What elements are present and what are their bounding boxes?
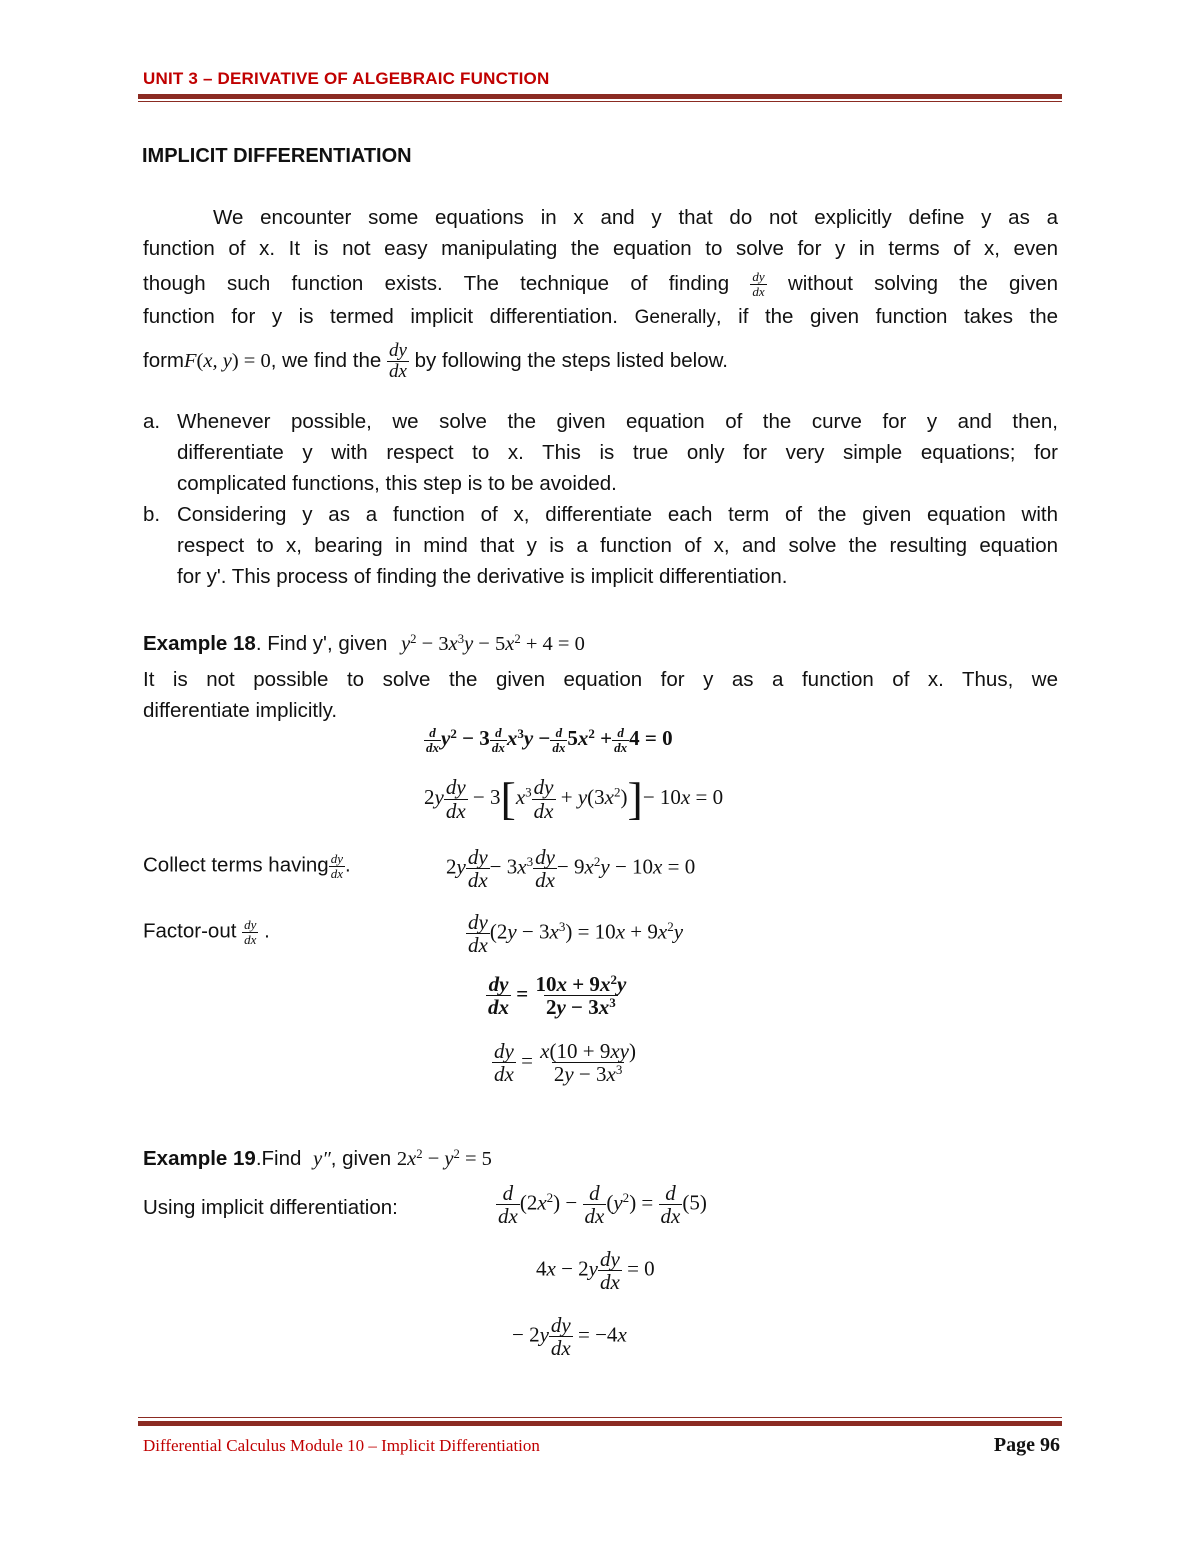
example-18-line-1: It is not possible to solve the given equation for y as a function of x. Thus, we — [143, 668, 1058, 691]
factor-out-label: Factor-out $\frac{dy}{dx}$ . — [143, 917, 270, 947]
step-b-line-2: respect to x, bearing in mind that y is a function of x, and solve the resulting equation — [177, 534, 1058, 557]
y-double-prime: y″ — [313, 1148, 331, 1170]
example-18-label: Example 18 — [143, 632, 256, 655]
ex18-eq-1: $\frac{d}{dx}$ $y^2 - 3$ $\frac{d}{dx}$ $x^3y$ − $\frac{d}{dx}$ $5x^2$ + $\frac{d}{dx}$ 4 = 0 — [426, 725, 673, 755]
ex19-eq-2: 4x − 2y $\frac{dy}{dx}$ = 0 — [536, 1247, 655, 1295]
intro-line-4b: Generally — [634, 307, 716, 328]
dydx-fraction: $\frac{dy}{dx}$ — [752, 269, 765, 300]
header-title: UNIT 3 – DERIVATIVE OF ALGEBRAIC FUNCTION — [143, 69, 550, 88]
collect-terms-label: Collect terms having $\frac{dy}{dx}$ . — [143, 851, 351, 881]
example-19-heading — [143, 1143, 492, 1175]
dydx-fraction-3: $\frac{dy}{dx}$ — [330, 851, 343, 881]
ex18-eq-2: 2y $\frac{dy}{dx}$ − $3[x^3$ $\frac{dy}{dx}$ + $y(3x^2)]- 10x = 0$ — [424, 773, 724, 824]
ex19-eq-3: − 2y $\frac{dy}{dx}$ = −4x — [512, 1313, 627, 1361]
intro-line-5 — [143, 341, 1058, 382]
example-19-given: , given — [330, 1147, 392, 1170]
intro-line-4a: function for y is termed implicit differentiation. — [143, 305, 618, 328]
ex18-eq-6: $\frac{dy}{dx}$ = $\frac{x(10 + 9xy)}{2y - 3x^3}$ — [494, 1039, 636, 1087]
ex19-eq-1: $\frac{d}{dx}$ $(2x^2)$ − $\frac{d}{dx}$ $(y^2)$ = $\frac{d}{dx}$ (5) — [498, 1181, 707, 1229]
step-b-marker: b. — [143, 503, 161, 526]
intro-line-3b: without solving the given — [787, 272, 1058, 295]
example-18-equation: $y^2 - 3x^3y - 5x^2 + 4 = 0$ — [401, 632, 585, 655]
step-a-line-1: Whenever possible, we solve the given equation of the curve for y and then, — [177, 410, 1058, 433]
example-18-line-2: differentiate implicitly. — [143, 699, 338, 722]
collect-terms-text: Collect terms having — [143, 853, 329, 877]
example-18-heading — [143, 628, 585, 660]
intro-line-5b: , we find the — [270, 348, 382, 372]
intro-line-5a: form — [143, 348, 184, 372]
dydx-fraction-2: $\frac{dy}{dx}$ — [388, 340, 407, 382]
example-19-text: .Find — [255, 1147, 302, 1170]
ex18-eq-4: $\frac{dy}{dx}$ $(2y - 3x^3) = 10x + 9x^2y$ — [468, 910, 684, 958]
step-b — [143, 499, 1058, 592]
intro-line-2: function of x. It is not easy manipulating the equation to solve for y in terms of x, even — [143, 237, 1058, 260]
step-b-line-3: for y'. This process of finding the derivative is implicit differentiation. — [177, 565, 788, 588]
footer-page-number: Page 96 — [993, 1434, 1060, 1456]
step-a-line-2: differentiate y with respect to x. This is true only for very simple equations; for — [177, 441, 1058, 464]
ex18-eq-5: $\frac{dy}{dx}$ = $\frac{10x + 9x^2y}{2y - 3x^3}$ — [488, 971, 627, 1020]
footer-rule — [138, 1421, 1062, 1426]
example-18-body — [143, 664, 1058, 726]
step-a-line-3: complicated functions, this step is to be avoided. — [177, 472, 617, 495]
intro-line-1: We encounter some equations in x and y that do not explicitly define y as a — [213, 206, 1058, 229]
footer-module-title: Differential Calculus Module 10 – Implicit Differentiation — [143, 1436, 540, 1455]
header-rule — [138, 94, 1062, 99]
intro-line-4 — [143, 301, 1058, 333]
dydx-fraction-4: $\frac{dy}{dx}$ — [244, 917, 257, 947]
intro-paragraph — [143, 202, 1058, 382]
using-implicit-label: Using implicit differentiation: — [143, 1196, 398, 1219]
intro-line-3a: though such function exists. The technique of finding — [143, 272, 730, 295]
steps-list — [143, 406, 1058, 592]
section-title: IMPLICIT DIFFERENTIATION — [142, 145, 412, 167]
factor-out-text: Factor-out — [143, 919, 237, 943]
intro-line-4c: , if the given function takes the — [715, 305, 1058, 328]
example-18-text: . Find y', given — [255, 632, 388, 655]
form-equation: F(x, y) = 0 — [184, 349, 271, 372]
step-a — [143, 406, 1058, 499]
intro-line-5c: by following the steps listed below. — [414, 348, 728, 372]
step-a-marker: a. — [143, 410, 161, 433]
step-b-line-1: Considering y as a function of x, differentiate each term of the given equation with — [177, 503, 1058, 526]
example-19-label: Example 19 — [143, 1147, 256, 1170]
header-rule-thin — [138, 101, 1062, 102]
intro-line-3 — [143, 268, 1058, 299]
ex18-eq-3: 2y $\frac{dy}{dx}$ − $3x^3$ $\frac{dy}{dx}$ − $9x^2y - 10x = 0$ — [446, 845, 696, 893]
footer-rule-thin — [138, 1417, 1062, 1418]
example-19-equation: $2x^2 - y^2 = 5$ — [396, 1147, 492, 1170]
